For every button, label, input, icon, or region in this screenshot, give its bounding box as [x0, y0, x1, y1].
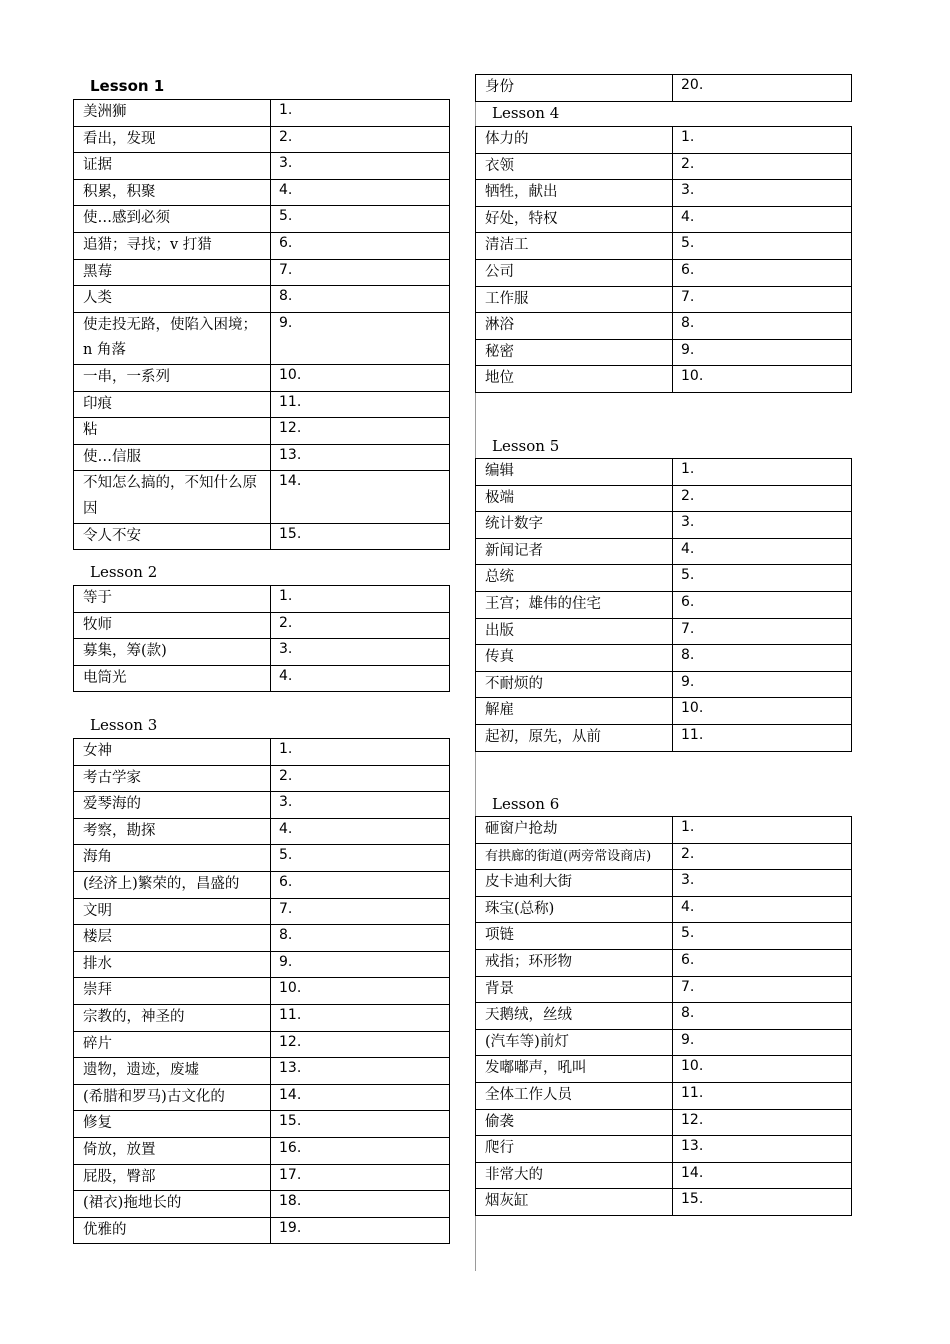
table-row [74, 1137, 450, 1164]
chinese-meaning: 淋浴 [476, 313, 673, 340]
answer-number: 9. [673, 1029, 852, 1056]
answer-number: 3. [271, 639, 450, 666]
table-row [476, 206, 852, 233]
answer-number: 1. [673, 817, 852, 844]
table-row [476, 233, 852, 260]
lesson-5-title: Lesson 5 [492, 437, 560, 455]
answer-number: 2. [271, 126, 450, 153]
chinese-meaning: 珠宝(总称) [476, 896, 673, 923]
table-row [74, 665, 450, 692]
table-row [74, 364, 450, 391]
table-row [476, 1003, 852, 1030]
table-row [476, 1189, 852, 1216]
answer-number: 3. [673, 870, 852, 897]
chinese-meaning: 衣领 [476, 153, 673, 180]
table-row [74, 312, 450, 364]
answer-number: 14. [271, 1084, 450, 1111]
table-row [74, 1111, 450, 1138]
table-row [74, 126, 450, 153]
answer-number: 3. [271, 792, 450, 819]
table-row [476, 75, 852, 102]
answer-number: 17. [271, 1164, 450, 1191]
table-row [476, 949, 852, 976]
chinese-meaning: 排水 [74, 951, 271, 978]
chinese-meaning: 海角 [74, 845, 271, 872]
table-row [74, 1084, 450, 1111]
chinese-meaning: 印痕 [74, 391, 271, 418]
chinese-meaning: 新闻记者 [476, 538, 673, 565]
answer-number: 8. [271, 925, 450, 952]
table-row [476, 313, 852, 340]
table-row [476, 459, 852, 486]
chinese-meaning: 王宫；雄伟的住宅 [476, 591, 673, 618]
table-row [74, 792, 450, 819]
chinese-meaning: 传真 [476, 645, 673, 672]
chinese-meaning: 砸窗户抢劫 [476, 817, 673, 844]
lesson-6-table [475, 816, 852, 1216]
table-row [74, 1031, 450, 1058]
answer-number: 7. [271, 898, 450, 925]
table-row [476, 512, 852, 539]
answer-number: 8. [673, 1003, 852, 1030]
answer-number: 13. [271, 444, 450, 471]
chinese-meaning: 有拱廊的街道(两旁常设商店) [476, 843, 673, 870]
lesson-1-title: Lesson 1 [90, 77, 165, 95]
table-row [476, 1056, 852, 1083]
answer-number: 11. [673, 1082, 852, 1109]
answer-number: 15. [673, 1189, 852, 1216]
answer-number: 1. [673, 459, 852, 486]
answer-number: 9. [673, 339, 852, 366]
answer-number: 3. [271, 153, 450, 180]
chinese-meaning: 全体工作人员 [476, 1082, 673, 1109]
chinese-meaning: 爱琴海的 [74, 792, 271, 819]
table-row [74, 845, 450, 872]
chinese-meaning: 工作服 [476, 286, 673, 313]
table-row [476, 843, 852, 870]
answer-number: 4. [673, 896, 852, 923]
answer-number: 11. [673, 724, 852, 751]
chinese-meaning: 非常大的 [476, 1162, 673, 1189]
lesson-3-table [73, 738, 450, 1244]
chinese-meaning: 偷袭 [476, 1109, 673, 1136]
chinese-meaning: 项链 [476, 923, 673, 950]
table-row [476, 127, 852, 154]
chinese-meaning: 天鹅绒，丝绒 [476, 1003, 673, 1030]
table-row [476, 976, 852, 1003]
table-row [74, 1191, 450, 1218]
chinese-meaning: 戒指；环形物 [476, 949, 673, 976]
table-row [476, 698, 852, 725]
answer-number: 11. [271, 391, 450, 418]
chinese-meaning: 使…信服 [74, 444, 271, 471]
chinese-meaning: (汽车等)前灯 [476, 1029, 673, 1056]
table-row [476, 645, 852, 672]
table-row [74, 418, 450, 445]
table-row [74, 612, 450, 639]
table-row [476, 671, 852, 698]
answer-number: 6. [673, 259, 852, 286]
answer-number: 3. [673, 180, 852, 207]
chinese-meaning: 发嘟嘟声，吼叫 [476, 1056, 673, 1083]
table-row [74, 259, 450, 286]
answer-number: 1. [673, 127, 852, 154]
lesson-2-table [73, 585, 450, 692]
table-row [74, 1058, 450, 1085]
chinese-meaning: 碎片 [74, 1031, 271, 1058]
answer-number: 10. [271, 978, 450, 1005]
chinese-meaning: 身份 [476, 75, 673, 102]
answer-number: 9. [673, 671, 852, 698]
table-row [74, 765, 450, 792]
table-row [74, 1164, 450, 1191]
lesson-2-title: Lesson 2 [90, 563, 158, 581]
chinese-meaning: 遗物，遗迹，废墟 [74, 1058, 271, 1085]
answer-number: 5. [673, 565, 852, 592]
table-row [476, 180, 852, 207]
table-row [476, 1082, 852, 1109]
answer-number: 4. [271, 179, 450, 206]
table-row [74, 951, 450, 978]
table-row [476, 1109, 852, 1136]
answer-number: 13. [673, 1136, 852, 1163]
lesson-4-title: Lesson 4 [492, 104, 560, 122]
chinese-meaning: 解雇 [476, 698, 673, 725]
answer-number: 14. [271, 471, 450, 523]
table-row [74, 100, 450, 127]
chinese-meaning: 不耐烦的 [476, 671, 673, 698]
lesson-4-table [475, 126, 852, 393]
chinese-meaning: 崇拜 [74, 978, 271, 1005]
answer-number: 5. [673, 233, 852, 260]
chinese-meaning: 女神 [74, 739, 271, 766]
answer-number: 15. [271, 1111, 450, 1138]
chinese-meaning: 公司 [476, 259, 673, 286]
answer-number: 6. [271, 232, 450, 259]
chinese-meaning: 等于 [74, 586, 271, 613]
table-row [476, 817, 852, 844]
answer-number: 5. [271, 206, 450, 233]
chinese-meaning: 使走投无路，使陷入困境；n 角落 [74, 312, 271, 364]
answer-number: 4. [271, 818, 450, 845]
chinese-meaning: 考古学家 [74, 765, 271, 792]
chinese-meaning: 极端 [476, 485, 673, 512]
chinese-meaning: 好处，特权 [476, 206, 673, 233]
lesson-1-table [73, 99, 450, 550]
answer-number: 7. [673, 976, 852, 1003]
table-row [74, 586, 450, 613]
chinese-meaning: 证据 [74, 153, 271, 180]
chinese-meaning: 美洲狮 [74, 100, 271, 127]
chinese-meaning: 宗教的，神圣的 [74, 1004, 271, 1031]
answer-number: 12. [271, 1031, 450, 1058]
chinese-meaning: (希腊和罗马)古文化的 [74, 1084, 271, 1111]
chinese-meaning: 考察，勘探 [74, 818, 271, 845]
chinese-meaning: 积累，积聚 [74, 179, 271, 206]
table-row [476, 1136, 852, 1163]
answer-number: 7. [673, 286, 852, 313]
chinese-meaning: 黑莓 [74, 259, 271, 286]
chinese-meaning: 不知怎么搞的，不知什么原因 [74, 471, 271, 523]
answer-number: 12. [673, 1109, 852, 1136]
table-row [476, 286, 852, 313]
table-row [74, 739, 450, 766]
table-row [476, 538, 852, 565]
chinese-meaning: 使…感到必须 [74, 206, 271, 233]
lesson-3-table-continued [475, 74, 852, 102]
table-row [74, 286, 450, 313]
chinese-meaning: 追猎；寻找；v 打猎 [74, 232, 271, 259]
answer-number: 6. [673, 949, 852, 976]
chinese-meaning: 起初，原先，从前 [476, 724, 673, 751]
table-row [74, 925, 450, 952]
answer-number: 5. [673, 923, 852, 950]
chinese-meaning: 地位 [476, 366, 673, 393]
chinese-meaning: 楼层 [74, 925, 271, 952]
answer-number: 8. [271, 286, 450, 313]
table-row [74, 639, 450, 666]
table-row [476, 153, 852, 180]
answer-number: 16. [271, 1137, 450, 1164]
chinese-meaning: 秘密 [476, 339, 673, 366]
table-row [476, 485, 852, 512]
answer-number: 5. [271, 845, 450, 872]
answer-number: 3. [673, 512, 852, 539]
answer-number: 8. [673, 645, 852, 672]
answer-number: 1. [271, 100, 450, 127]
lesson-5-table [475, 458, 852, 752]
answer-number: 6. [673, 591, 852, 618]
chinese-meaning: 人类 [74, 286, 271, 313]
chinese-meaning: 一串，一系列 [74, 364, 271, 391]
answer-number: 2. [673, 843, 852, 870]
table-row [476, 618, 852, 645]
table-row [476, 870, 852, 897]
answer-number: 20. [673, 75, 852, 102]
answer-number: 18. [271, 1191, 450, 1218]
chinese-meaning: 牧师 [74, 612, 271, 639]
answer-number: 2. [673, 485, 852, 512]
answer-number: 1. [271, 739, 450, 766]
answer-number: 4. [271, 665, 450, 692]
lesson-3-title: Lesson 3 [90, 716, 158, 734]
answer-number: 8. [673, 313, 852, 340]
chinese-meaning: 文明 [74, 898, 271, 925]
table-row [476, 366, 852, 393]
chinese-meaning: 牺牲，献出 [476, 180, 673, 207]
table-row [476, 339, 852, 366]
chinese-meaning: 清洁工 [476, 233, 673, 260]
answer-number: 2. [271, 765, 450, 792]
table-row [476, 896, 852, 923]
chinese-meaning: 统计数字 [476, 512, 673, 539]
chinese-meaning: 修复 [74, 1111, 271, 1138]
table-row [74, 818, 450, 845]
chinese-meaning: (裙衣)拖地长的 [74, 1191, 271, 1218]
answer-number: 10. [673, 1056, 852, 1083]
chinese-meaning: 电筒光 [74, 665, 271, 692]
table-row [476, 923, 852, 950]
answer-number: 7. [271, 259, 450, 286]
chinese-meaning: 总统 [476, 565, 673, 592]
chinese-meaning: (经济上)繁荣的，昌盛的 [74, 871, 271, 898]
table-row [74, 391, 450, 418]
table-row [74, 206, 450, 233]
table-row [476, 591, 852, 618]
table-row [476, 565, 852, 592]
answer-number: 11. [271, 1004, 450, 1031]
answer-number: 10. [673, 698, 852, 725]
table-row [476, 724, 852, 751]
chinese-meaning: 爬行 [476, 1136, 673, 1163]
chinese-meaning: 皮卡迪利大街 [476, 870, 673, 897]
answer-number: 2. [673, 153, 852, 180]
answer-number: 2. [271, 612, 450, 639]
answer-number: 12. [271, 418, 450, 445]
table-row [74, 232, 450, 259]
chinese-meaning: 背景 [476, 976, 673, 1003]
chinese-meaning: 优雅的 [74, 1217, 271, 1244]
table-row [74, 978, 450, 1005]
answer-number: 19. [271, 1217, 450, 1244]
table-row [74, 871, 450, 898]
table-row [74, 1217, 450, 1244]
chinese-meaning: 看出，发现 [74, 126, 271, 153]
answer-number: 4. [673, 538, 852, 565]
answer-number: 1. [271, 586, 450, 613]
chinese-meaning: 令人不安 [74, 523, 271, 550]
chinese-meaning: 编辑 [476, 459, 673, 486]
answer-number: 9. [271, 312, 450, 364]
table-row [476, 1029, 852, 1056]
table-row [74, 153, 450, 180]
answer-number: 15. [271, 523, 450, 550]
answer-number: 10. [673, 366, 852, 393]
answer-number: 9. [271, 951, 450, 978]
table-row [74, 1004, 450, 1031]
table-row [74, 444, 450, 471]
answer-number: 6. [271, 871, 450, 898]
answer-number: 7. [673, 618, 852, 645]
chinese-meaning: 屁股，臀部 [74, 1164, 271, 1191]
answer-number: 14. [673, 1162, 852, 1189]
table-row [476, 1162, 852, 1189]
table-row [74, 471, 450, 523]
chinese-meaning: 募集，筹(款) [74, 639, 271, 666]
table-row [74, 523, 450, 550]
chinese-meaning: 粘 [74, 418, 271, 445]
chinese-meaning: 体力的 [476, 127, 673, 154]
lesson-6-title: Lesson 6 [492, 795, 560, 813]
answer-number: 10. [271, 364, 450, 391]
chinese-meaning: 出版 [476, 618, 673, 645]
chinese-meaning: 倚放，放置 [74, 1137, 271, 1164]
table-row [74, 898, 450, 925]
answer-number: 4. [673, 206, 852, 233]
table-row [476, 259, 852, 286]
answer-number: 13. [271, 1058, 450, 1085]
table-row [74, 179, 450, 206]
chinese-meaning: 烟灰缸 [476, 1189, 673, 1216]
